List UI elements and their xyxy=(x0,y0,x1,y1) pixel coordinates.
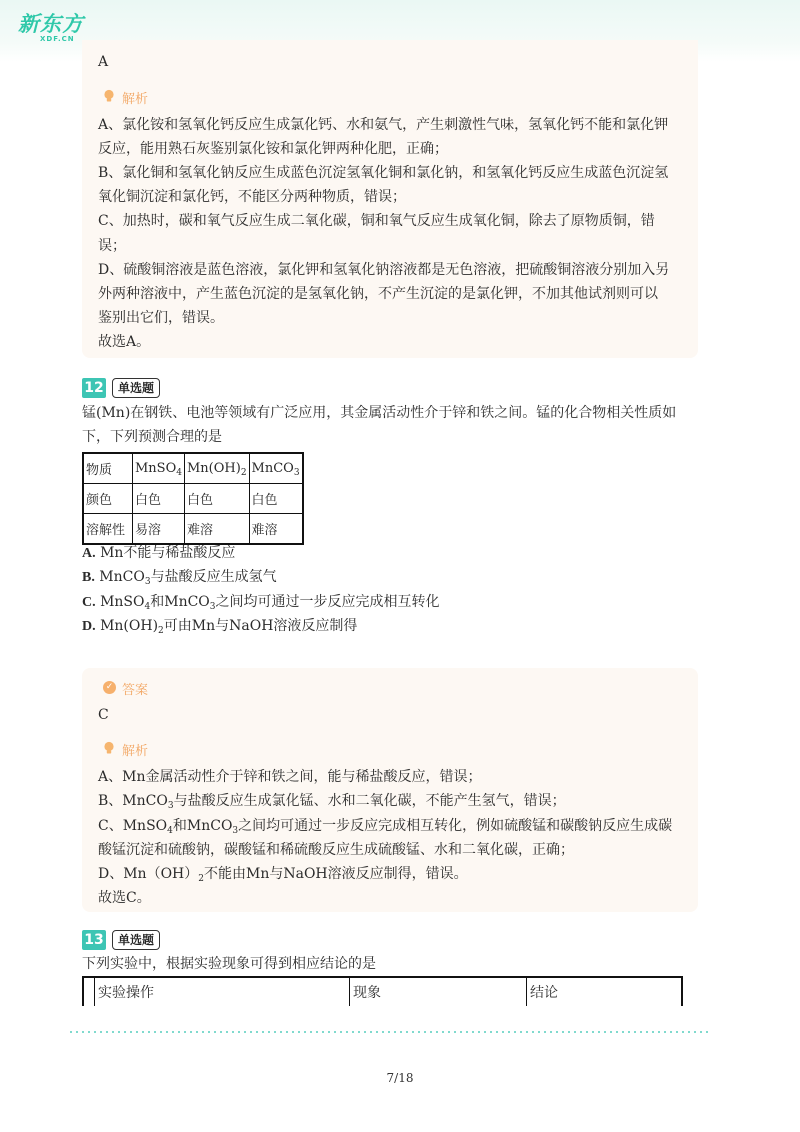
q11-analysis-line: C、加热时，碳和氧气反应生成二氧化碳，铜和氧气反应生成氧化铜，除去了原物质铜，错 xyxy=(98,213,655,229)
q12-analysis-line: 酸锰沉淀和硫酸钠，碳酸锰和稀硫酸反应生成硫酸锰、水和二氧化碳，正确； xyxy=(98,842,574,858)
q11-analysis-line: 鉴别出它们，错误。 xyxy=(98,310,224,326)
table-cell: 易溶 xyxy=(133,514,185,545)
table-cell: 结论 xyxy=(527,977,683,1006)
table-row xyxy=(83,484,303,514)
table-cell: 实验操作 xyxy=(95,977,350,1006)
q12-analysis-line: B、MnCO$_3$与盐酸反应生成氯化锰、水和二氧化碳，不能产生氢气，错误； xyxy=(98,793,566,811)
q12-analysis-line: D、$Mn(OH)_2$不能由Mn与NaOH溶液反应制得，错误。 xyxy=(98,866,468,884)
q12-option-d[interactable]: D. $Mn(OH)_2$可由Mn与NaOH溶液反应制得 xyxy=(82,618,358,636)
table-row xyxy=(83,514,303,545)
q12-answer-label: 答案 xyxy=(122,683,149,698)
q11-analysis-line: A、氯化铵和氢氧化钙反应生成氯化钙、水和氨气，产生刺激性气味，氢氧化钙不能和氯化钾 xyxy=(98,117,669,133)
table-cell: 白色 xyxy=(184,484,249,514)
q12-number-badge: 12 xyxy=(82,378,106,398)
table-cell: 现象 xyxy=(350,977,527,1006)
q12-analysis-label: 解析 xyxy=(122,744,149,759)
q12-analysis-line: A、Mn金属活动性介于锌和铁之间，能与稀盐酸反应，错误； xyxy=(98,769,482,785)
q11-analysis-line: B、氯化铜和氢氧化钠反应生成蓝色沉淀氢氧化铜和氯化钠，和氢氧化钙反应生成蓝色沉淀氢 xyxy=(98,165,669,181)
lightbulb-icon xyxy=(103,741,115,755)
table-cell: $Mn(OH)_2$ xyxy=(184,453,249,484)
table-cell: MnCO$_3$ xyxy=(249,453,303,484)
logo-text: 新东方 xyxy=(18,12,84,36)
q11-conclusion: 故选A。 xyxy=(98,334,151,350)
q11-analysis-line: 氧化铜沉淀和氯化钙，不能区分两种物质，错误； xyxy=(98,189,406,205)
q13-experiment-table xyxy=(82,976,683,1006)
table-row xyxy=(83,453,303,484)
table-cell: 难溶 xyxy=(249,514,303,545)
q11-analysis-line: 外两种溶液中，产生蓝色沉淀的是氢氧化钠，不产生沉淀的是氯化钾，不加其他试剂则可以 xyxy=(98,286,658,302)
table-cell: 颜色 xyxy=(83,484,133,514)
q12-stem: 锰(Mn)在钢铁、电池等领域有广泛应用，其金属活动性介于锌和铁之间。锰的化合物相关性质如 xyxy=(82,405,677,421)
table-cell: 白色 xyxy=(249,484,303,514)
q11-analysis-line: 误； xyxy=(98,238,126,254)
table-cell: 难溶 xyxy=(184,514,249,545)
q11-answer: A xyxy=(98,54,109,70)
q12-conclusion: 故选C。 xyxy=(98,890,151,906)
q12-option-c[interactable]: C. MnSO$_4$和MnCO$_3$之间均可通过一步反应完成相互转化 xyxy=(82,594,440,612)
table-cell: 物质 xyxy=(83,453,133,484)
q12-answer: C xyxy=(98,707,109,723)
q11-analysis-line: 反应，能用熟石灰鉴别氯化铵和氯化钾两种化肥，正确； xyxy=(98,141,448,157)
page-number: 7/18 xyxy=(386,1071,414,1085)
q13-number-badge: 13 xyxy=(82,930,106,950)
q11-analysis-line: D、硫酸铜溶液是蓝色溶液，氯化钾和氢氧化钠溶液都是无色溶液，把硫酸铜溶液分别加入另 xyxy=(98,262,670,278)
q12-option-a[interactable]: A. Mn不能与稀盐酸反应 xyxy=(82,545,236,561)
q12-properties-table xyxy=(82,452,304,545)
q12-analysis-line: C、MnSO$_4$和MnCO$_3$之间均可通过一步反应完成相互转化，例如硫酸锰和碳酸钠反应生成碳 xyxy=(98,818,673,836)
q13-type-tag: 单选题 xyxy=(112,930,160,950)
table-row xyxy=(83,977,682,1006)
q12-stem: 下，下列预测合理的是 xyxy=(82,429,222,445)
page-divider xyxy=(68,1031,712,1033)
q12-option-b[interactable]: B. MnCO$_3$与盐酸反应生成氢气 xyxy=(82,569,277,587)
table-cell: 白色 xyxy=(133,484,185,514)
q11-analysis-label: 解析 xyxy=(122,92,149,107)
table-cell: MnSO$_4$ xyxy=(133,453,185,484)
table-cell xyxy=(83,977,95,1006)
brand-logo xyxy=(18,8,88,48)
table-cell: 溶解性 xyxy=(83,514,133,545)
logo-subtext: XDF.CN xyxy=(40,35,75,43)
check-icon: ✓ xyxy=(103,681,116,694)
q12-type-tag: 单选题 xyxy=(112,378,160,398)
lightbulb-icon xyxy=(103,89,115,103)
q13-stem: 下列实验中，根据实验现象可得到相应结论的是 xyxy=(82,956,376,972)
